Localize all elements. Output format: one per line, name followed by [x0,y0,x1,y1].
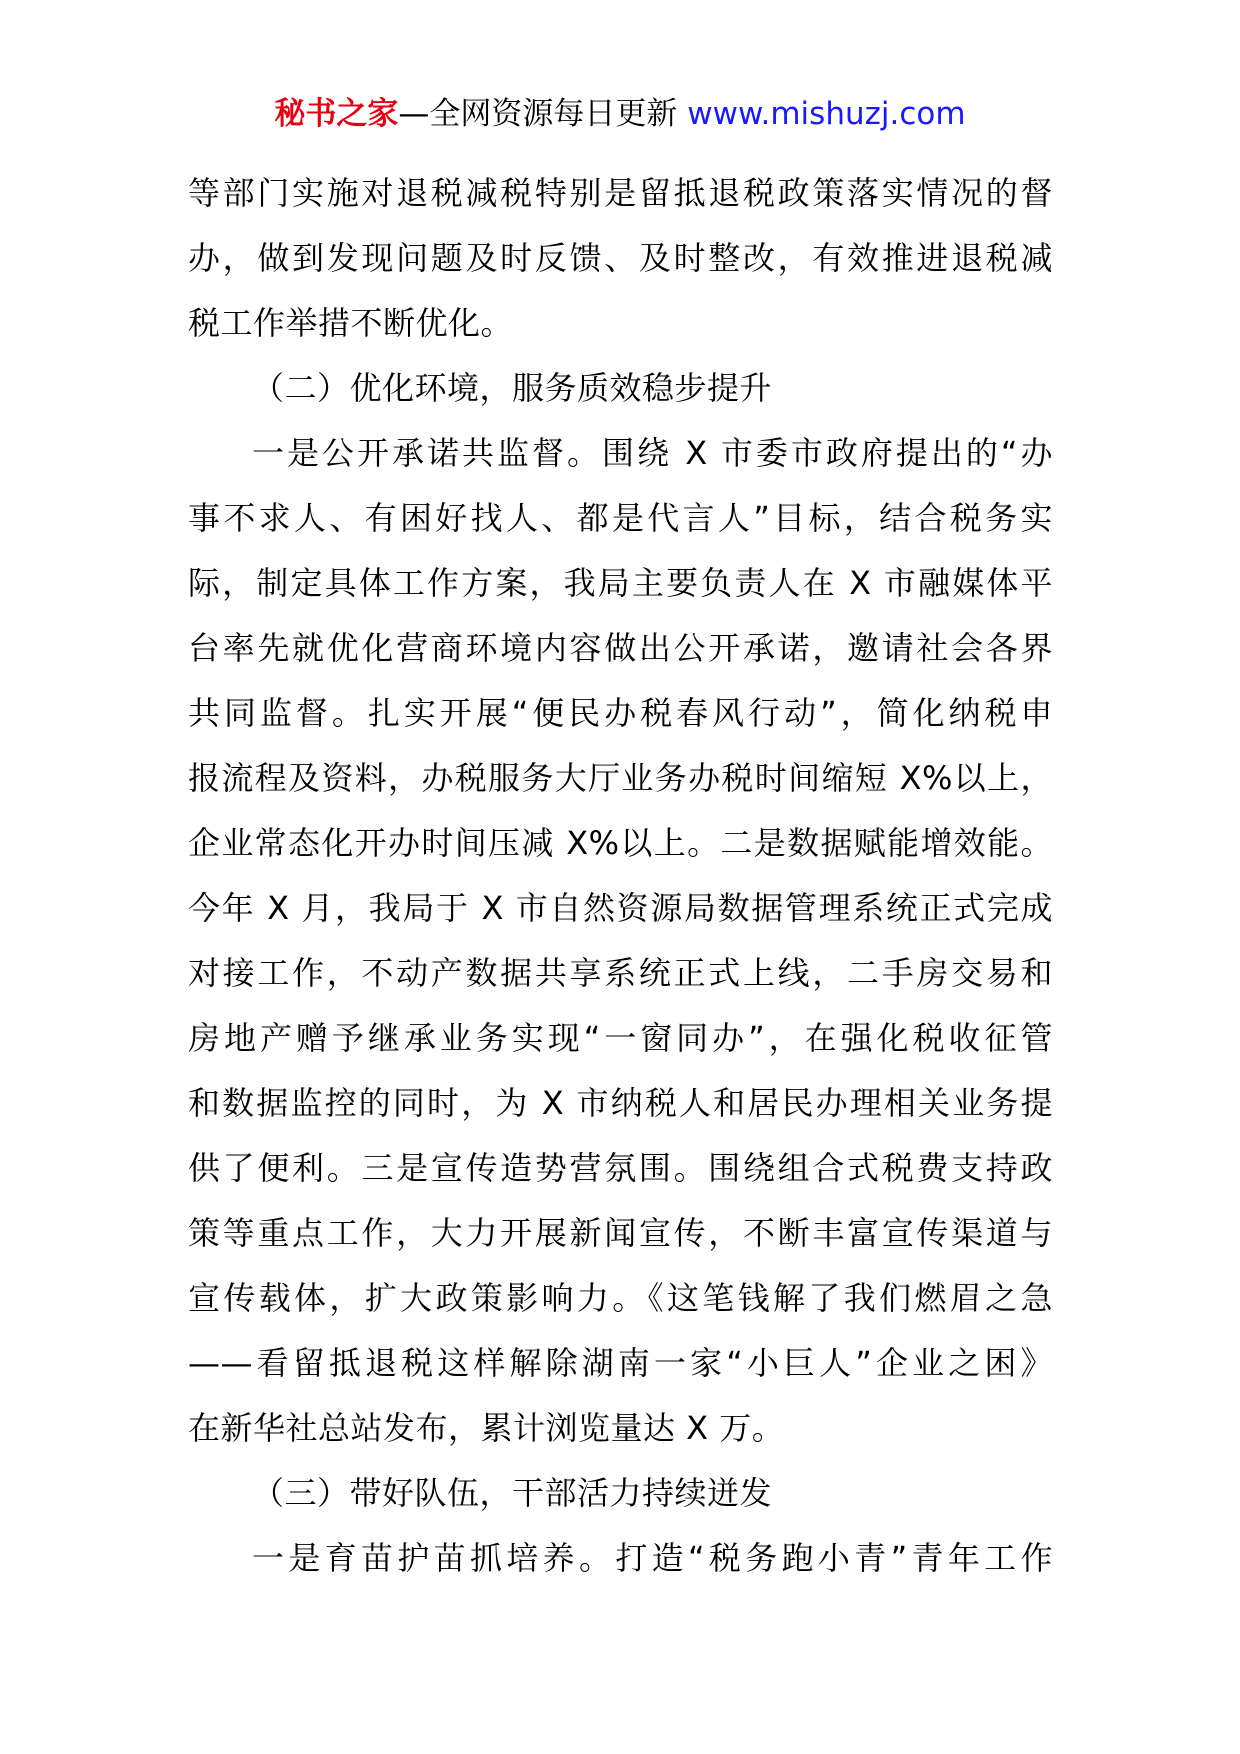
site-url-link[interactable]: www.mishuzj.com [687,96,966,132]
header-slogan: —全网资源每日更新 [398,96,688,132]
site-header [0,92,1240,136]
body-line: 对接工作，不动产数据共享系统正式上线，二手房交易和 [188,954,1053,992]
body-line: 企业常态化开办时间压减 X%以上。二是数据赋能增效能。 [188,824,1053,862]
body-line: 和数据监控的同时，为 X 市纳税人和居民办理相关业务提 [188,1084,1053,1122]
body-line: 在新华社总站发布，累计浏览量达 X 万。 [188,1409,785,1447]
document-body [188,161,1053,1591]
section-heading: （二）优化环境，服务质效稳步提升 [252,369,773,407]
body-line: 办，做到发现问题及时反馈、及时整改，有效推进退税减 [188,239,1053,277]
body-line: 台率先就优化营商环境内容做出公开承诺，邀请社会各界 [188,629,1053,667]
section-heading: （三）带好队伍，干部活力持续迸发 [252,1474,773,1512]
body-line: 一是育苗护苗抓培养。打造“税务跑小青”青年工作 [252,1539,1053,1577]
body-line: 事不求人、有困好找人、都是代言人”目标，结合税务实 [188,499,1053,537]
body-line: 策等重点工作，大力开展新闻宣传，不断丰富宣传渠道与 [188,1214,1053,1252]
body-line: 际，制定具体工作方案，我局主要负责人在 X 市融媒体平 [188,564,1053,602]
body-line: 等部门实施对退税减税特别是留抵退税政策落实情况的督 [188,174,1053,212]
body-line: 宣传载体，扩大政策影响力。《这笔钱解了我们燃眉之急 [188,1279,1053,1317]
body-line: ——看留抵退税这样解除湖南一家“小巨人”企业之困》 [188,1344,1053,1382]
body-line: 供了便利。三是宣传造势营氛围。围绕组合式税费支持政 [188,1149,1053,1187]
brand-name: 秘书之家 [274,96,399,132]
body-line: 共同监督。扎实开展“便民办税春风行动”，简化纳税申 [188,694,1053,732]
body-line: 今年 X 月，我局于 X 市自然资源局数据管理系统正式完成 [188,889,1053,927]
body-line: 税工作举措不断优化。 [188,304,514,342]
body-line: 报流程及资料，办税服务大厅业务办税时间缩短 X%以上， [188,759,1053,797]
body-line: 一是公开承诺共监督。围绕 X 市委市政府提出的“办 [252,434,1053,472]
body-line: 房地产赠予继承业务实现“一窗同办”，在强化税收征管 [188,1019,1053,1057]
